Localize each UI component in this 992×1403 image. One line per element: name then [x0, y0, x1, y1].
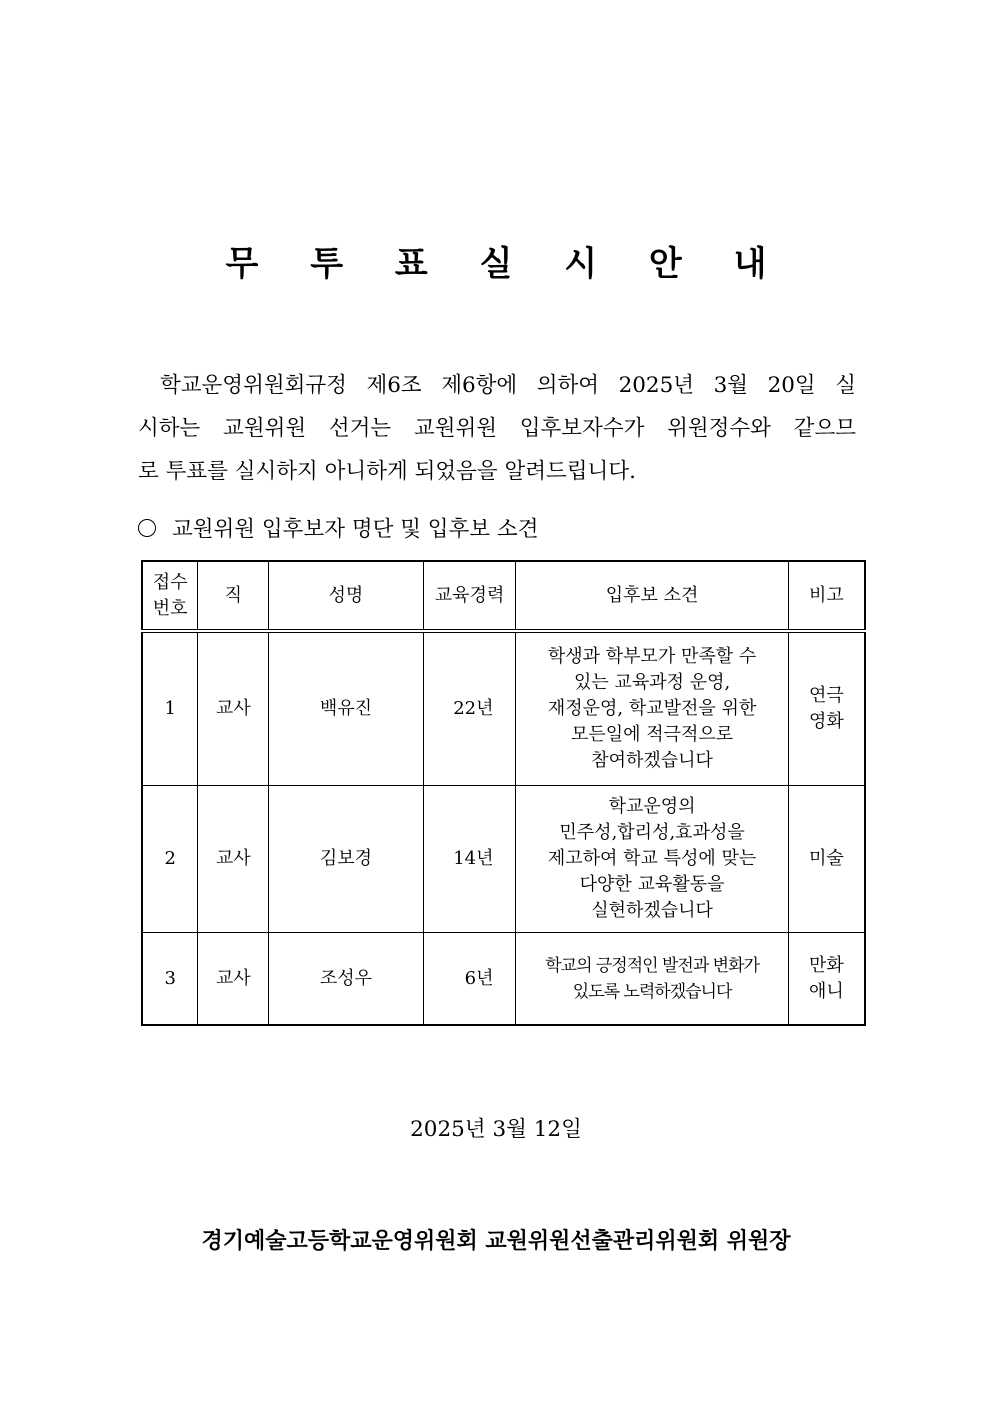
- header-position: 직: [198, 561, 269, 631]
- cell-opinion: [516, 631, 788, 786]
- cell-career: 6년: [423, 933, 516, 1026]
- document-date: 2025년 3월 12일: [410, 1117, 582, 1142]
- header-name: 성명: [269, 561, 424, 631]
- note-line: 만화: [808, 954, 844, 976]
- opinion-line: 모든일에 적극적으로: [570, 724, 734, 745]
- opinion-line: 제고하여 학교 특성에 맞는: [547, 848, 757, 869]
- table-row: [142, 631, 865, 786]
- intro-line: 학교운영위원회규정 제6조 제6항에 의하여 2025년 3월 20일 실: [160, 373, 856, 398]
- header-note: 비고: [788, 561, 865, 631]
- opinion-line: 민주성,합리성,효과성을: [559, 822, 745, 843]
- candidate-table: [141, 560, 866, 1026]
- signature-line: 경기예술고등학교운영위원회 교원위원선출관리위원회 위원장: [201, 1229, 791, 1254]
- table-row: [142, 933, 865, 1026]
- cell-name: 김보경: [269, 786, 424, 933]
- intro-line: 로 투표를 실시하지 아니하게 되었음을 알려드립니다.: [138, 459, 636, 484]
- circle-bullet-icon: [138, 519, 156, 537]
- table-row: [142, 786, 865, 933]
- cell-career: 22년: [423, 631, 516, 786]
- note-line: 애니: [808, 980, 844, 1002]
- cell-number: 2: [142, 786, 198, 933]
- intro-line: 시하는 교원위원 선거는 교원위원 입후보자수가 위원정수와 같으므: [138, 416, 856, 441]
- header-number: [142, 561, 198, 631]
- cell-position: 교사: [198, 933, 269, 1026]
- cell-opinion: [516, 786, 788, 933]
- header-number-line: 접수: [152, 571, 188, 593]
- opinion-line: 실현하겠습니다: [591, 900, 713, 921]
- opinion-line: 학생과 학부모가 만족할 수: [547, 646, 757, 667]
- opinion-line: 학교운영의: [608, 796, 696, 817]
- opinion-line: 있는 교육과정 운영,: [573, 672, 731, 693]
- opinion-line: 참여하겠습니다: [591, 750, 713, 771]
- cell-note: [788, 631, 865, 786]
- header-opinion: 입후보 소견: [516, 561, 788, 631]
- cell-name: 백유진: [269, 631, 424, 786]
- cell-name: 조성우: [269, 933, 424, 1026]
- document-title: 무 투 표 실 시 안 내: [225, 244, 787, 284]
- cell-career: 14년: [423, 786, 516, 933]
- cell-number: 3: [142, 933, 198, 1026]
- cell-number: 1: [142, 631, 198, 786]
- cell-note: [788, 933, 865, 1026]
- cell-position: 교사: [198, 631, 269, 786]
- cell-note: [788, 786, 865, 933]
- header-number-line: 번호: [152, 597, 188, 619]
- opinion-line: 있도록 노력하겠습니다: [572, 981, 732, 1002]
- table-header-row: [142, 561, 865, 631]
- note-line: 영화: [808, 711, 844, 732]
- cell-opinion: [516, 933, 788, 1026]
- opinion-line: 다양한 교육활동을: [579, 874, 725, 895]
- intro-paragraph: [138, 364, 856, 493]
- section-heading-text: 교원위원 입후보자 명단 및 입후보 소견: [172, 517, 539, 542]
- note-line: 연극: [808, 685, 844, 706]
- header-career: 교육경력: [423, 561, 516, 631]
- section-heading: [138, 512, 538, 543]
- cell-position: 교사: [198, 786, 269, 933]
- opinion-line: 재정운영, 학교발전을 위한: [547, 698, 757, 719]
- opinion-line: 학교의 긍정적인 발전과 변화가: [545, 955, 759, 976]
- note-line: 미술: [808, 848, 844, 869]
